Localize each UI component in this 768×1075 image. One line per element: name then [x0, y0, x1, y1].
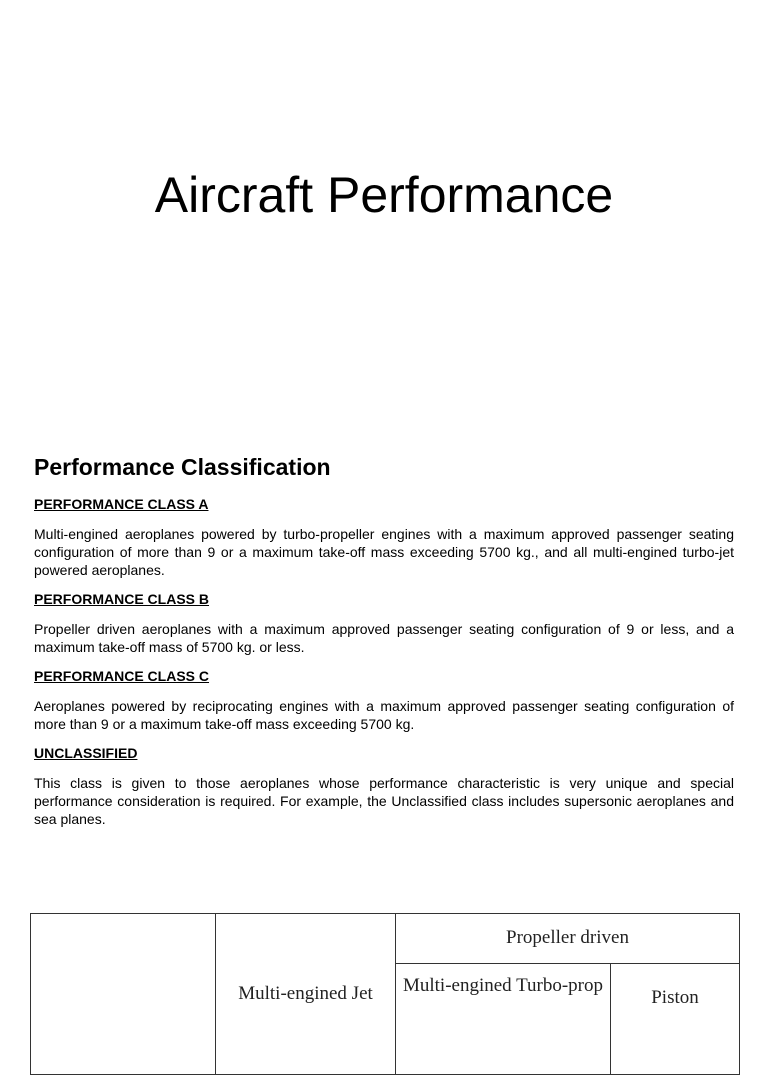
table-header-row-1 [31, 914, 740, 964]
class-b-description: Propeller driven aeroplanes with a maximum approved passenger seating configuration of 9 or less, and a maximum take-off mass of 5700 kg. or less. [34, 621, 734, 655]
class-b-block [34, 590, 734, 656]
unclassified-description: This class is given to those aeroplanes whose performance characteristic is very unique and special performance consideration is required. For example, the Unclassified class includes supersonic aeroplanes and sea planes. [34, 775, 734, 827]
classification-table [30, 913, 740, 1075]
class-a-title: PERFORMANCE CLASS A [34, 496, 209, 512]
unclassified-title: UNCLASSIFIED [34, 745, 138, 761]
table-propeller-header: Propeller driven [396, 914, 740, 964]
class-a-description: Multi-engined aeroplanes powered by turbo-propeller engines with a maximum approved passenger seating configuration of more than 9 or a maximum take-off mass exceeding 5700 kg., and all multi-engined turbo-jet powered aeroplanes. [34, 526, 734, 578]
class-c-description: Aeroplanes powered by reciprocating engines with a maximum approved passenger seating configuration of more than 9 or a maximum take-off mass exceeding 5700 kg. [34, 698, 734, 732]
classification-section [34, 449, 734, 839]
class-c-title: PERFORMANCE CLASS C [34, 668, 210, 684]
class-b-title: PERFORMANCE CLASS B [34, 591, 210, 607]
class-a-block [34, 495, 734, 579]
table-jet-header: Multi-engined Jet [216, 914, 396, 1075]
table-corner-cell [31, 914, 216, 1075]
document-title: Aircraft Performance [154, 167, 614, 223]
section-heading: Performance Classification [34, 454, 331, 480]
table-turboprop-header: Multi-engined Turbo-prop [396, 963, 611, 1074]
table-piston-header: Piston [611, 963, 740, 1074]
classification-table-wrapper [30, 913, 739, 1075]
class-c-block [34, 667, 734, 733]
unclassified-block [34, 744, 734, 828]
